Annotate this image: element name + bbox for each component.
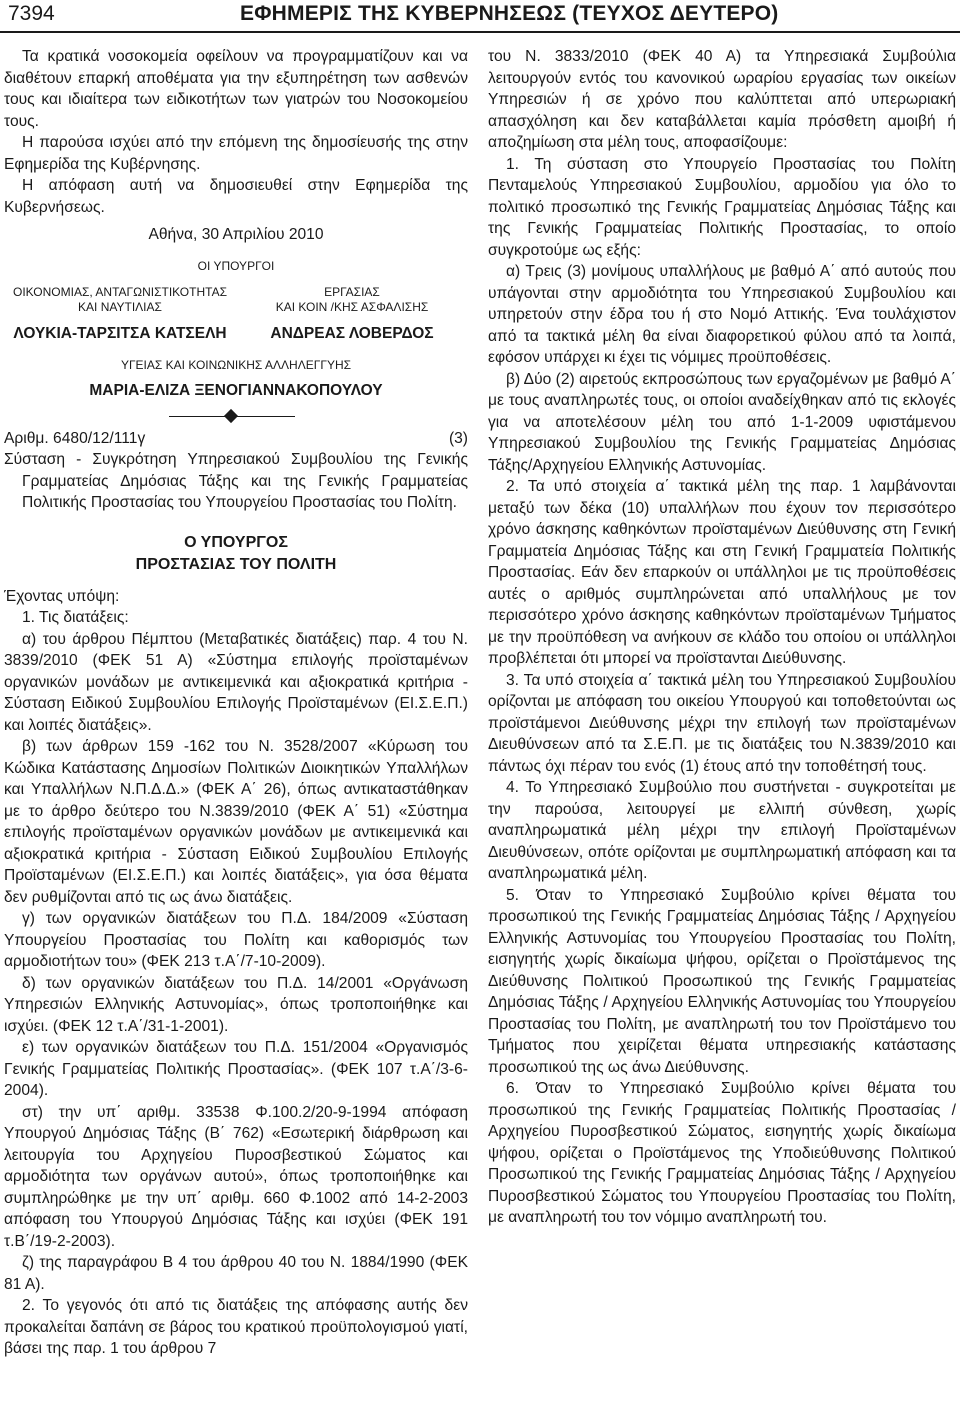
body-paragraph: ε) των οργανικών διατάξεων του Π.Δ. 151/2004 «Οργανισμός Γενικής Γραμματείας Πολιτικής Προστασίας». (ΦΕΚ 107 τ.Α΄/3-6-2004). [4,1039,468,1099]
intro-paragraph: Τα κρατικά νοσοκομεία οφείλουν να προγραμματίζουν και να διαθέτουν επαρκή αποθέματα για την εξυπηρέτηση των ασθενών τους και ιδιαίτερα των ειδικοτήτων των γιατρών του Νοσοκομείου τους. [4,48,468,130]
minister-heading [4,532,468,576]
decision-number-row [4,428,468,450]
page-header [0,0,960,30]
signatory-name: ΜΑΡΙΑ-ΕΛΙΖΑ ΞΕΝΟΓΙΑΝΝΑΚΟΠΟΥΛΟΥ [89,382,383,399]
body-paragraph: 5. Όταν το Υπηρεσιακό Συμβούλιο κρίνει θέματα του προσωπικού της Γενικής Γραμματείας Δημόσιας Τάξης / Αρχηγείου Ελληνικής Αστυνομίας του Υπουργείου Προστασίας του Πολίτη, εισηγητής χωρίς δικαίωμα ψήφου, ορίζεται ο Προϊστάμενος της Διεύθυνσης Πολιτικού Προσωπικού της Γενικής Γραμματείας Δημόσιας Τάξης / Αρχηγείου Ελληνικής Αστυνομίας του Υπουργείου Προστασίας του Πολίτη, με αναπληρωτή του τον Προϊστάμενο του Τμήματος που χειρίζεται θέματα υπηρεσιακής κατάστασης προσωπικού της ως άνω Διεύθυνσης. [488,886,956,1076]
body-paragraph: Έχοντας υπόψη: [4,587,120,605]
signature-ministers-heading: ΟΙ ΥΠΟΥΡΓΟΙ [197,258,275,273]
signatory-name: ΛΟΥΚΙΑ-ΤΑΡΣΙΤΣΑ ΚΑΤΣΕΛΗ [13,325,227,342]
header-rule [0,31,960,33]
body-paragraph: 1. Τις διατάξεις: [22,609,129,626]
section-divider [4,406,468,426]
minister-heading-line: ΠΡΟΣΤΑΣΙΑΣ ΤΟΥ ΠΟΛΙΤΗ [135,555,337,573]
body-paragraph: 4. Το Υπηρεσιακό Συμβούλιο που συστήνεται - συγκροτείται με την παρούσα, λειτουργεί με ελλιπή σύνθεση, χωρίς αναπληρωματικά μέλη μέχρι την επιλογή Προϊσταμένων Διευθύνσεων, οπότε ορίζονται με συμπληρωματική απόφαση και τα αναπληρωματικά μέλη. [488,779,956,882]
body-paragraph: 2. Το γεγονός ότι από τις διατάξεις της απόφασης αυτής δεν προκαλείται δαπάνη σε βάρος του κρατικού προϋπολογισμού γιατί, βάσει της παρ. 1 του άρθρου 7 [4,1297,468,1357]
signature-date: Αθήνα, 30 Απριλίου 2010 [148,226,324,243]
body-paragraph: ζ) της παραγράφου Β 4 του άρθρου 40 του Ν. 1884/1990 (ΦΕΚ 81 Α). [4,1254,468,1293]
body-paragraph: γ) των οργανικών διατάξεων του Π.Δ. 184/2009 «Σύσταση Υπουργείου Προστασίας του Πολίτη και καθορισμός των αρμοδιοτήτων του» (ΦΕΚ 213 τ.Α΄/7-10-2009). [4,910,468,970]
body-paragraph: 2. Τα υπό στοιχεία α΄ τακτικά μέλη της παρ. 1 λαμβάνονται μεταξύ των δέκα (10) υπαλλήλων που έχουν τον περισσότερο χρόνο άσκησης καθηκόντων προϊσταμένων Διεύθυνσης στη Γενική Γραμματεία Δημόσιας Τάξης και στη Γενική Γραμματεία Πολιτικής Προστασίας. Εάν δεν επαρκούν οι υπάλληλοι με τις προϋποθέσεις αυτές ο αριθμός συμπληρώνεται από υπαλλήλους με τον περισσότερο χρόνο άσκησης καθηκόντων προϊσταμένων Τμήματος με την προϋπόθεση να ανήκουν σε κλάδο του οποίου οι υπάλληλοι προβλέπεται ότι μπορεί να προϊστανται Διεύθυνσης. [488,478,956,667]
body-paragraph: 6. Όταν το Υπηρεσιακό Συμβούλιο κρίνει θέματα του προσωπικού της Γενικής Γραμματείας Πολιτικής Προστασίας / Αρχηγείου Πυροσβεστικού Σώματος, εισηγητής χωρίς δικαίωμα ψήφου, ορίζεται ο Προϊστάμενος της Υποδιεύθυνσης Πολιτικού Προσωπικού της Γενικής Γραμματείας Δημόσιας Τάξης / Αρχηγείου Πυροσβεστικού Σώματος του Υπουργείου Προστασίας του Πολίτη, με αναπληρωτή του τον νόμιμο αναπληρωτή του. [488,1080,956,1226]
ministry-label: ΟΙΚΟΝΟΜΙΑΣ, ΑΝΤΑΓΩΝΙΣΤΙΚΟΤΗΤΑΣ [13,285,227,299]
body-paragraph: 1. Τη σύσταση στο Υπουργείο Προστασίας του Πολίτη Πενταμελούς Υπηρεσιακού Συμβουλίου, αρμοδίου για όλο το πολιτικό προσωπικό της Γενικής Γραμματείας Δημόσιας Τάξης και της Γενικής Γραμματείας Πολιτικής Προστασίας, το οποίο συγκροτούμε ως εξής: [488,155,956,259]
decision-number: Αριθμ. 6480/12/111γ [4,429,146,447]
body-paragraph: στ) την υπ΄ αριθμ. 33538 Φ.100.2/20-9-1994 απόφαση Υπουργού Δημόσιας Τάξης (Β΄ 762) «Εσωτερική διάρθρωση και λειτουργία του Αρχηγείου Πυροσβεστικού Σώματος και αρμοδιότητα των οργάνων αυτού», όπως τροποποιήθηκε και συμπληρώθηκε με την υπ΄ αριθμ. 660 Φ.1002 από 14-2-2003 απόφαση του Υπουργού Δημόσιας Τάξης και ισχύει (ΦΕΚ 191 τ.Β΄/19-2-2003). [4,1103,468,1250]
ministry-label: ΚΑΙ ΚΟΙΝ /ΚΗΣ ΑΣΦΑΛΙΣΗΣ [275,300,429,314]
body-paragraph: 3. Τα υπό στοιχεία α΄ τακτικά μέλη του Υπηρεσιακού Συμβουλίου ορίζονται με απόφαση του οικείου Υπουργού και τοποθετούνται ως προϊστάμενοι Διεύθυνσης μέχρι την επιλογή των προϊσταμένων Διευθύνσεων από τα Σ.Ε.Π. με τις διατάξεις του Ν.3839/2010 και πάντως όχι πέραν του ενός (1) έτους από την τοποθέτησή τους. [488,671,956,775]
body-paragraph: α) Τρεις (3) μονίμους υπαλλήλους με βαθμό Α΄ από αυτούς που υπάγονται στην αρμοδιότητα του Υπηρεσιακού Συμβουλίου και υπηρετούν στην έδρα του ή στο Νομό Αττικής. Ένα τουλάχιστον από τα τακτικά μέλη θα είναι διαφορετικού φύλου από τα λοιπά, εφόσον υπάρχει κι έχει τις νόμιμες προϋποθέσεις. [488,263,956,366]
left-column [4,46,468,1360]
body-paragraph: του Ν. 3833/2010 (ΦΕΚ 40 Α) τα Υπηρεσιακά Συμβούλια λειτουργούν εντός του κανονικού ωραρίου εργασίας των οικείων Υπηρεσιών ή σε χρόνο που καλύπτεται από υπερωριακή απασχόληση και δεν καταβάλλεται καμία πρόσθετη αμοιβή ή αποζημίωση στα μέλη τους, αποφασίζουμε: [488,48,956,151]
body-paragraph: δ) των οργανικών διατάξεων του Π.Δ. 14/2001 «Οργάνωση Υπηρεσιών Ελληνικής Αστυνομίας», όπως τροποποιήθηκε και ισχύει. (ΦΕΚ 12 τ.Α΄/31-1-2001). [4,974,468,1035]
ministry-label: ΕΡΓΑΣΙΑΣ [324,285,380,299]
diamond-icon [224,408,238,422]
ministry-label: ΚΑΙ ΝΑΥΤΙΛΙΑΣ [78,300,162,314]
page-number: 7394 [8,2,55,25]
signature-names [4,323,468,345]
intro-paragraph: Η παρούσα ισχύει από την επόμενη της δημοσίευσής της στην Εφημερίδα της Κυβέρνησης. [4,134,468,173]
journal-title: ΕΦΗΜΕΡΙΣ ΤΗΣ ΚΥΒΕΡΝΗΣΕΩΣ (ΤΕΥΧΟΣ ΔΕΥΤΕΡΟ) [240,2,779,25]
intro-paragraph: Η απόφαση αυτή να δημοσιευθεί στην Εφημερίδα της Κυβερνήσεως. [4,177,468,216]
ministry-label: ΥΓΕΙΑΣ ΚΑΙ ΚΟΙΝΩΝΙΚΗΣ ΑΛΛΗΛΕΓΓΥΗΣ [120,357,352,372]
right-column [488,46,956,1229]
decision-title: Σύσταση - Συγκρότηση Υπηρεσιακού Συμβουλίου της Γενικής Γραμματείας Δημόσιας Τάξης και της Γενικής Γραμματείας Πολιτικής Προστασίας του Υπουργείου Προστασίας του Πολίτη. [4,451,468,511]
signature-ministries [4,285,468,315]
body-paragraph: β) Δύο (2) αιρετούς εκπροσώπους των εργαζομένων με βαθμό Α΄ με τους αναπληρωτές τους, οι οποίοι αναδείχθηκαν από τις εκλογές για να αποτελέσουν μέλη του από 1-1-2009 υφιστάμενου Υπηρεσιακού Συμβουλίου της Γενικής Γραμματείας Δημόσιας Τάξης/Αρχηγείου Ελληνικής Αστυνομίας. [488,370,956,474]
minister-heading-line: Ο ΥΠΟΥΡΓΟΣ [184,533,288,551]
body-paragraph: α) του άρθρου Πέμπτου (Μεταβατικές διατάξεις) παρ. 4 του Ν. 3839/2010 (ΦΕΚ 51 Α) «Σύστημα επιλογής προϊσταμένων οργανικών μονάδων με αντικειμενικά και αξιοκρατικά κριτήρια - Σύσταση Ειδικού Συμβουλίου Επιλογής Προϊσταμένων (ΕΙ.Σ.Ε.Π.) και λοιπές διατάξεις». [4,630,468,734]
decision-sequence: (3) [448,429,468,447]
body-paragraph: β) των άρθρων 159 -162 του Ν. 3528/2007 «Κύρωση του Κώδικα Κατάστασης Δημοσίων Πολιτικών Διοικητικών Υπαλλήλων και Υπαλλήλων Ν.Π.Δ.Δ.» (ΦΕΚ Α΄ 26), όπως αντικαταστάθηκαν με το άρθρο δεύτερο του Ν.3839/2010 (ΦΕΚ Α΄ 51) «Σύστημα επιλογής προϊσταμένων οργανικών μονάδων με αντικειμενικά και αξιοκρατικά κριτήρια - Σύσταση Ειδικού Συμβουλίου Επιλογής Προϊσταμένων (ΕΙ.Σ.Ε.Π.) και λοιπές διατάξεις», για όσα θέματα δεν ρυθμίζονται από τις ως άνω διατάξεις. [4,738,468,906]
signatory-name: ΑΝΔΡΕΑΣ ΛΟΒΕΡΔΟΣ [270,325,434,342]
